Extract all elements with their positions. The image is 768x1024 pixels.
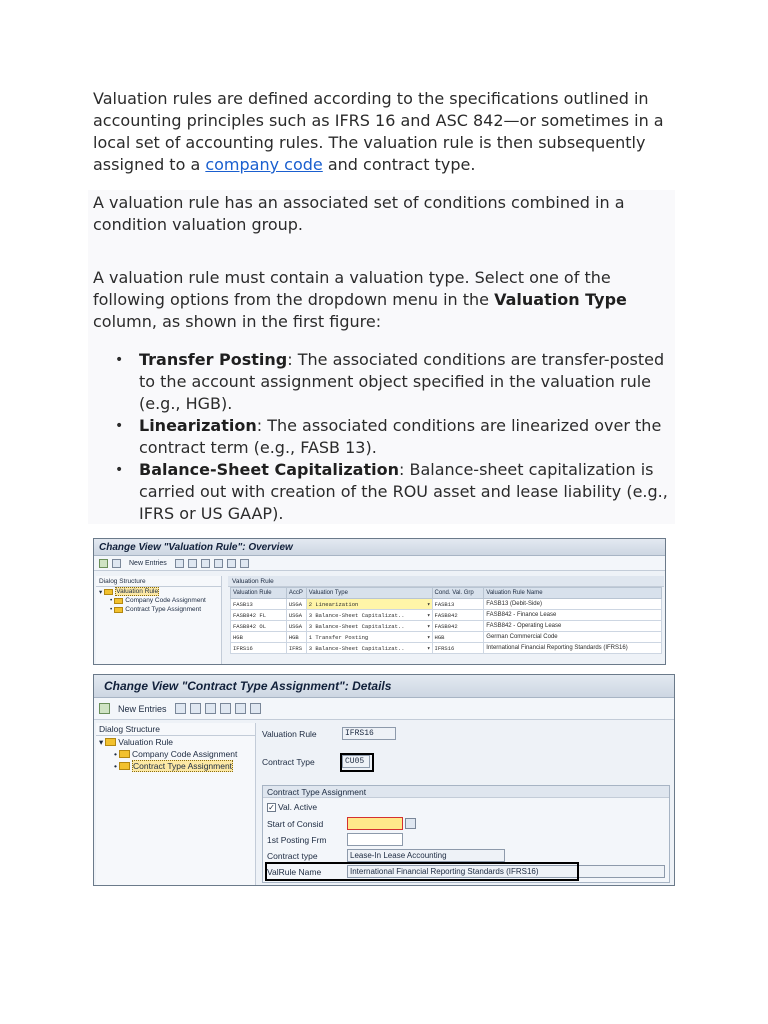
select-all-icon[interactable] xyxy=(214,559,223,568)
company-code-link[interactable]: company code xyxy=(205,155,323,174)
new-entries-button[interactable]: New Entries xyxy=(118,703,167,714)
dialog-structure-header: Dialog Structure xyxy=(96,576,221,587)
valrule-name-field: International Financial Reporting Standards (IFRS16) xyxy=(347,865,665,878)
table-row[interactable]: FASB842 FL USGA 3 Balance-Sheet Capitalizat.. ▾ FASB842 FASB842 - Finance Lease xyxy=(231,610,662,621)
dialog-structure xyxy=(96,576,222,664)
contract-type-label: Contract Type xyxy=(262,756,315,767)
panel-title: Valuation Rule xyxy=(228,576,664,587)
bullet-icon: • xyxy=(110,606,113,613)
valuation-type-dropdown[interactable]: 3 Balance-Sheet Capitalizat.. ▾ xyxy=(306,610,432,621)
tree-item-company-code[interactable]: • Company Code Assignment xyxy=(114,749,238,759)
deselect-all-icon[interactable] xyxy=(240,559,249,568)
valuation-rule-overview-screenshot xyxy=(93,538,666,665)
table-row[interactable]: FASB13 USGA 2 Linearization ▾ FASB13 FASB13 (Debit-Side) xyxy=(231,599,662,610)
valuation-type-dropdown[interactable]: 3 Balance-Sheet Capitalizat.. ▾ xyxy=(306,621,432,632)
folder-icon xyxy=(105,738,116,746)
contract-type-field: CU05 xyxy=(342,755,370,768)
edit-icon[interactable] xyxy=(99,559,108,568)
copy-icon[interactable] xyxy=(175,559,184,568)
val-active-label: Val. Active xyxy=(278,802,318,812)
previous-entry-icon[interactable] xyxy=(220,703,231,714)
start-of-consid-input[interactable] xyxy=(347,817,403,830)
toolbar xyxy=(94,556,665,571)
valuation-rule-label: Valuation Rule xyxy=(262,728,317,739)
undo-icon[interactable] xyxy=(205,703,216,714)
list-item: • Linearization: The associated conditions are linearized over the contract term (e.g., FASB 13). xyxy=(93,415,675,459)
highlight-box xyxy=(340,753,374,772)
edit-icon[interactable] xyxy=(99,703,110,714)
column-header[interactable]: Valuation Rule Name xyxy=(484,588,662,599)
dialog-structure xyxy=(96,723,256,885)
other-entry-icon[interactable] xyxy=(250,703,261,714)
dialog-structure-header: Dialog Structure xyxy=(96,723,255,736)
first-posting-input[interactable] xyxy=(347,833,403,846)
delete-icon[interactable] xyxy=(188,559,197,568)
contract-type-assignment-screenshot xyxy=(93,674,675,886)
column-header[interactable]: Valuation Type xyxy=(306,588,432,599)
expand-icon[interactable]: ▾ xyxy=(99,588,103,596)
tree-item-valuation-rule[interactable]: ▾ Valuation Rule xyxy=(99,736,173,747)
bullet-icon: • xyxy=(114,761,117,771)
folder-icon xyxy=(119,750,130,758)
tree-item-contract-type[interactable]: • Contract Type Assignment xyxy=(110,606,202,613)
bullet-icon: • xyxy=(114,749,117,759)
table-row[interactable]: IFRS16 IFRS 3 Balance-Sheet Capitalizat.. ▾ IFRS16 International Financial Reporting Standards (IFRS16) xyxy=(231,643,662,654)
next-entry-icon[interactable] xyxy=(235,703,246,714)
valrule-name-label: ValRule Name xyxy=(267,866,322,877)
table-row[interactable]: HGB HGB 1 Transfer Posting ▾ HGB German Commercial Code xyxy=(231,632,662,643)
valuation-type-paragraph: A valuation rule must contain a valuation type. Select one of the following options from the dropdown menu in the Valuation Type column, as shown in the first figure: xyxy=(93,268,627,331)
first-posting-label: 1st Posting Frm xyxy=(267,834,327,845)
toolbar xyxy=(94,698,674,720)
list-item: • Transfer Posting: The associated conditions are transfer-posted to the account assignment object specified in the valuation rule (e.g., HGB). xyxy=(93,349,675,415)
tree-item-company-code[interactable]: • Company Code Assignment xyxy=(110,597,206,604)
start-of-consid-label: Start of Consid xyxy=(267,818,324,829)
valuation-rule-table-panel xyxy=(228,576,664,664)
calendar-icon[interactable] xyxy=(405,818,416,829)
column-header[interactable]: Cond. Val. Grp xyxy=(432,588,484,599)
undo-icon[interactable] xyxy=(201,559,210,568)
window-title: Change View "Valuation Rule": Overview xyxy=(94,539,665,556)
valuation-type-dropdown[interactable]: 1 Transfer Posting ▾ xyxy=(306,632,432,643)
valuation-rule-field: IFRS16 xyxy=(342,727,396,740)
column-header[interactable]: Valuation Rule xyxy=(231,588,287,599)
valuation-rule-table xyxy=(230,587,662,654)
folder-icon xyxy=(104,589,113,595)
delete-icon[interactable] xyxy=(190,703,201,714)
val-active-checkbox[interactable]: ✓ xyxy=(268,802,275,812)
folder-icon xyxy=(114,607,123,613)
folder-icon xyxy=(114,598,123,604)
valuation-type-dropdown[interactable]: 2 Linearization ▾ xyxy=(306,599,432,610)
list-item: • Balance-Sheet Capitalization: Balance-sheet capitalization is carried out with creation of the ROU asset and lease liability (e.g., IFRS or US GAAP). xyxy=(93,459,675,525)
expand-icon[interactable]: ▾ xyxy=(99,736,104,747)
table-row[interactable]: FASB842 OL USGA 3 Balance-Sheet Capitalizat.. ▾ FASB042 FASB842 - Operating Lease xyxy=(231,621,662,632)
condition-group-paragraph: A valuation rule has an associated set of conditions combined in a condition valuation group. xyxy=(93,193,625,234)
valuation-type-dropdown[interactable]: 3 Balance-Sheet Capitalizat.. ▾ xyxy=(306,643,432,654)
contract-type-assignment-group xyxy=(262,785,670,883)
bullet-icon: • xyxy=(110,597,113,604)
group-title: Contract Type Assignment xyxy=(263,786,669,798)
new-entries-button[interactable]: New Entries xyxy=(129,559,167,567)
highlight-box xyxy=(265,862,579,881)
tree-item-contract-type[interactable]: • Contract Type Assignment xyxy=(114,761,233,771)
contract-type-label: Contract type xyxy=(267,850,318,861)
intro-paragraph: Valuation rules are defined according to the specifications outlined in accounting principles such as IFRS 16 and ASC 842—or sometimes in a local set of accounting rules. The valuation rule is then subsequently assigned to a company code and contract type. xyxy=(93,89,664,174)
select-block-icon[interactable] xyxy=(227,559,236,568)
window-title: Change View "Contract Type Assignment": Details xyxy=(94,675,674,698)
contract-type-description: Lease-In Lease Accounting xyxy=(347,849,505,862)
valuation-type-list xyxy=(93,349,675,525)
column-header[interactable]: AccP xyxy=(286,588,306,599)
display-change-icon[interactable] xyxy=(112,559,121,568)
tree-item-valuation-rule[interactable]: ▾ Valuation Rule xyxy=(99,588,159,596)
folder-icon xyxy=(119,762,130,770)
copy-icon[interactable] xyxy=(175,703,186,714)
details-form xyxy=(260,723,672,885)
